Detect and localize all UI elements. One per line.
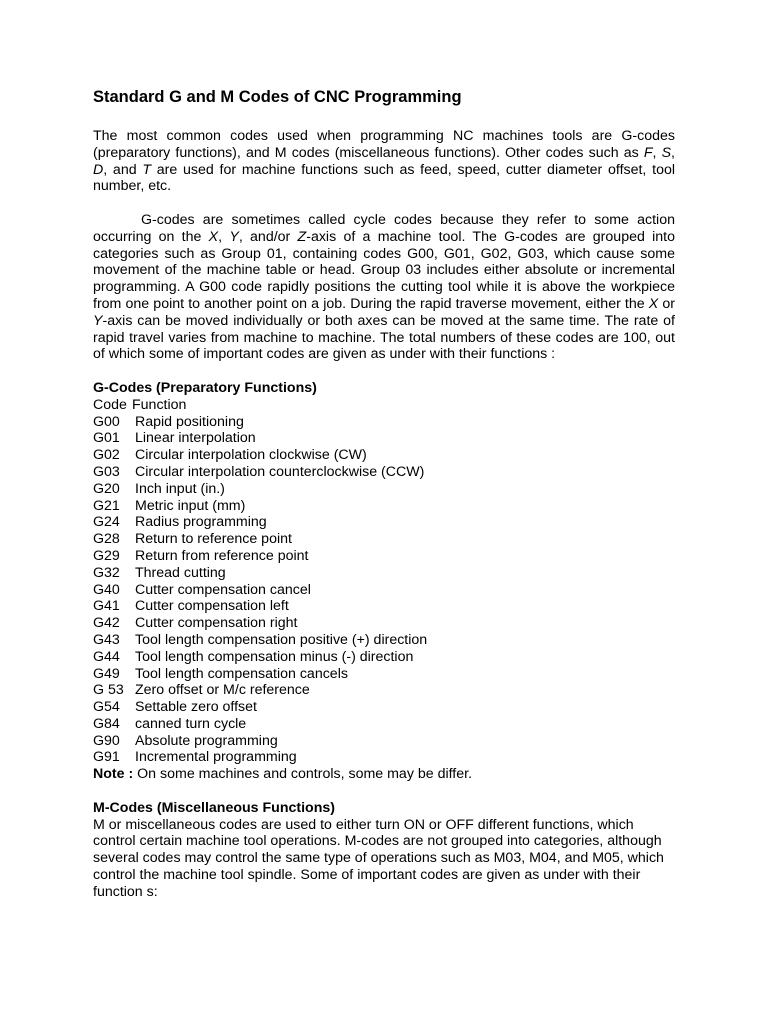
gcode-label: G00 [93, 413, 120, 430]
gcode-row [93, 749, 675, 766]
gcode-function: Absolute programming [135, 732, 278, 749]
gcode-axis-z: Z [297, 228, 307, 245]
gcode-function: canned turn cycle [135, 715, 247, 732]
gcode-label: G29 [93, 547, 120, 564]
gcode-row [93, 531, 675, 548]
intro-sep-3: , and [103, 161, 143, 178]
gcode-label: G01 [93, 430, 120, 447]
gcode-row [93, 649, 675, 666]
document-title: Standard G and M Codes of CNC Programming [93, 88, 462, 106]
gcode-label: G20 [93, 480, 120, 497]
gcode-text-c: -axis can be moved individually or both axes can be moved at the same time. The rate of rapid travel varies from machine to machine. The total numbers of these codes are 100, out of which some of important codes are given as under with their functions : [93, 312, 675, 363]
gcode-label: G03 [93, 463, 120, 480]
gcode-function: Inch input (in.) [135, 480, 225, 497]
gcode-function: Metric input (mm) [135, 497, 246, 514]
gcode-row [93, 430, 675, 447]
intro-paragraph [93, 128, 675, 195]
gcode-function: Return to reference point [135, 531, 292, 548]
gcode-row [93, 682, 675, 699]
gcode-row [93, 447, 675, 464]
gcode-function: Rapid positioning [135, 413, 244, 430]
gcode-list-header [93, 397, 675, 414]
intro-text-b: are used for machine functions such as feed, speed, cutter diameter offset, tool number, etc. [93, 161, 675, 195]
note-label: Note : [93, 766, 134, 783]
gcode-function: Circular interpolation clockwise (CW) [135, 447, 367, 464]
gcodes-heading: G-Codes (Preparatory Functions) [93, 379, 317, 396]
gcode-row [93, 632, 675, 649]
gcode-row [93, 582, 675, 599]
gcode-row [93, 615, 675, 632]
mcodes-paragraph: M or miscellaneous codes are used to either turn ON or OFF different functions, which control certain machine tool operations. M-codes are not grouped into categories, although several codes may control the same type of operations such as M03, M04, and M05, which control the machine tool spindle. Some of important codes are given as under with their function s: [93, 816, 664, 900]
gcode-function: Return from reference point [135, 547, 309, 564]
gcode-label: G49 [93, 665, 120, 682]
gcode-label: G40 [93, 581, 120, 598]
gcode-list [93, 397, 675, 783]
intro-code-d: D [93, 161, 104, 178]
gcode-paragraph [93, 212, 675, 363]
gcode-axis-x2: X [648, 295, 659, 312]
gcode-label: G24 [93, 514, 120, 531]
gcode-label: G91 [93, 749, 120, 766]
gcode-row [93, 733, 675, 750]
gcode-label: G41 [93, 598, 120, 615]
gcode-text-b: -axis of a machine tool. The G-codes are grouped into categories such as Group 01, containing codes G00, G01, G02, G03, which cause some movement of the machine table or head. Group 03 includes either absolute or incremental programming. A G00 code rapidly positions the cutting tool while it is above the workpiece from one point to another point on a job. During the rapid traverse movement, either the [93, 228, 676, 312]
gcode-sep-1: , [218, 228, 230, 245]
gcode-label: G90 [93, 732, 120, 749]
gcode-function: Linear interpolation [135, 430, 256, 447]
gcode-row [93, 414, 675, 431]
column-header-code: Code [93, 396, 127, 413]
gcode-label: G02 [93, 447, 120, 464]
gcode-function: Cutter compensation cancel [135, 581, 311, 598]
gcode-label: G42 [93, 615, 120, 632]
note-text: On some machines and controls, some may be differ. [133, 766, 473, 783]
gcode-function: Cutter compensation left [135, 598, 289, 615]
gcode-function: Thread cutting [135, 564, 226, 581]
gcode-axis-y: Y [229, 228, 239, 245]
gcode-axis-x: X [208, 228, 219, 245]
gcode-label: G 53 [93, 682, 124, 699]
gcode-row [93, 666, 675, 683]
gcode-row [93, 598, 675, 615]
gcode-row [93, 481, 675, 498]
gcode-label: G84 [93, 715, 120, 732]
gcode-label: G28 [93, 531, 120, 548]
gcode-function: Tool length compensation positive (+) direction [135, 631, 428, 648]
intro-sep-2: , [671, 144, 675, 161]
gcode-text-a: G-codes are sometimes called cycle codes because they refer to some action occurring on the [93, 211, 675, 245]
gcode-row [93, 699, 675, 716]
gcode-label: G21 [93, 497, 120, 514]
gcode-note [93, 766, 675, 783]
gcode-label: G32 [93, 564, 120, 581]
intro-code-t: T [142, 161, 152, 178]
gcode-row [93, 565, 675, 582]
gcode-row [93, 464, 675, 481]
column-header-function: Function [132, 396, 187, 413]
gcode-function: Incremental programming [135, 749, 297, 766]
gcode-function: Cutter compensation right [135, 615, 298, 632]
gcode-label: G54 [93, 699, 120, 716]
gcode-axis-y2: Y [93, 312, 103, 329]
gcode-function: Tool length compensation cancels [135, 665, 348, 682]
gcode-row [93, 498, 675, 515]
gcode-sep-3: or [658, 295, 676, 312]
gcode-sep-2: , and/or [238, 228, 298, 245]
intro-text-a: The most common codes used when programming NC machines tools are G-codes (preparatory functions), and M codes (miscellaneous functions). Other codes such as [93, 128, 675, 161]
intro-code-f: F [643, 144, 653, 161]
gcode-row [93, 716, 675, 733]
gcode-function: Zero offset or M/c reference [135, 682, 310, 699]
gcode-function: Tool length compensation minus (-) direction [135, 648, 414, 665]
mcodes-heading: M-Codes (Miscellaneous Functions) [93, 799, 335, 816]
intro-code-s: S [661, 144, 672, 161]
gcode-row [93, 548, 675, 565]
gcode-row [93, 514, 675, 531]
gcode-function: Radius programming [135, 514, 267, 531]
intro-sep-1: , [652, 144, 662, 161]
gcode-function: Settable zero offset [135, 699, 257, 716]
gcode-label: G44 [93, 648, 120, 665]
gcode-function: Circular interpolation counterclockwise (CCW) [135, 463, 425, 480]
gcode-label: G43 [93, 631, 120, 648]
